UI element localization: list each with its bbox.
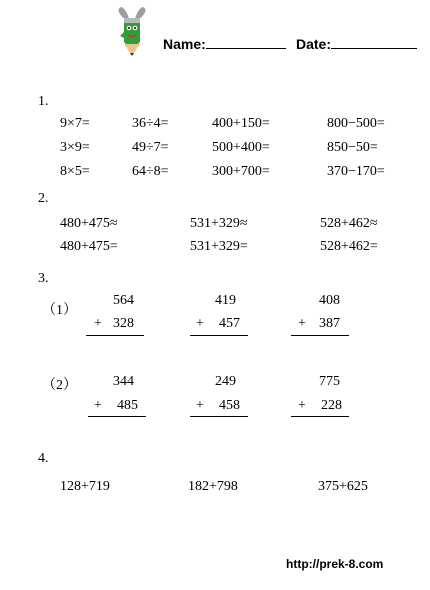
problem: 850−50= xyxy=(327,140,378,155)
plus-sign: + xyxy=(196,316,204,331)
sum-line xyxy=(86,335,144,336)
problem: 375+625 xyxy=(318,479,368,494)
plus-sign: + xyxy=(196,398,204,413)
problem: 182+798 xyxy=(188,479,238,494)
sum-line xyxy=(88,416,146,417)
sum-line xyxy=(190,335,248,336)
date-label: Date: xyxy=(296,36,332,52)
section-3-number: 3. xyxy=(38,271,49,286)
plus-sign: + xyxy=(298,398,306,413)
section-1-number: 1. xyxy=(38,94,49,109)
addend-bottom: 228 xyxy=(321,398,342,413)
problem: 8×5= xyxy=(60,164,90,179)
name-blank[interactable] xyxy=(206,36,286,49)
section-2-number: 2. xyxy=(38,191,49,206)
addend-top: 775 xyxy=(319,374,340,389)
problem: 500+400= xyxy=(212,140,270,155)
section-4-number: 4. xyxy=(38,451,49,466)
sum-line xyxy=(291,416,349,417)
problem: 370−170= xyxy=(327,164,385,179)
plus-sign: + xyxy=(298,316,306,331)
addend-bottom: 457 xyxy=(219,316,240,331)
addend-top: 344 xyxy=(113,374,134,389)
date-field[interactable] xyxy=(296,36,417,52)
addend-top: 408 xyxy=(319,293,340,308)
footer-url[interactable]: http://prek-8.com xyxy=(286,557,384,571)
addend-top: 419 xyxy=(215,293,236,308)
group-2-label: （2） xyxy=(42,378,77,393)
problem: 128+719 xyxy=(60,479,110,494)
problem: 528+462= xyxy=(320,239,378,254)
sum-line xyxy=(291,335,349,336)
pencil-mascot-logo xyxy=(112,6,152,58)
problem: 9×7= xyxy=(60,116,90,131)
addend-bottom: 485 xyxy=(117,398,138,413)
group-1-label: （1） xyxy=(42,303,77,318)
problem: 36÷4= xyxy=(132,116,169,131)
problem: 49÷7= xyxy=(132,140,169,155)
problem: 3×9= xyxy=(60,140,90,155)
addend-bottom: 328 xyxy=(113,316,134,331)
date-blank[interactable] xyxy=(331,36,417,49)
plus-sign: + xyxy=(94,398,102,413)
problem: 480+475≈ xyxy=(60,216,118,231)
addend-top: 564 xyxy=(113,293,134,308)
addend-bottom: 387 xyxy=(319,316,340,331)
plus-sign: + xyxy=(94,316,102,331)
problem: 64÷8= xyxy=(132,164,169,179)
problem: 528+462≈ xyxy=(320,216,378,231)
pencil-mascot-icon xyxy=(112,6,152,58)
name-label: Name: xyxy=(163,36,206,52)
problem: 531+329≈ xyxy=(190,216,248,231)
addend-top: 249 xyxy=(215,374,236,389)
name-field[interactable] xyxy=(163,36,286,52)
sum-line xyxy=(190,416,248,417)
problem: 800−500= xyxy=(327,116,385,131)
problem: 300+700= xyxy=(212,164,270,179)
problem: 531+329= xyxy=(190,239,248,254)
problem: 480+475= xyxy=(60,239,118,254)
problem: 400+150= xyxy=(212,116,270,131)
addend-bottom: 458 xyxy=(219,398,240,413)
